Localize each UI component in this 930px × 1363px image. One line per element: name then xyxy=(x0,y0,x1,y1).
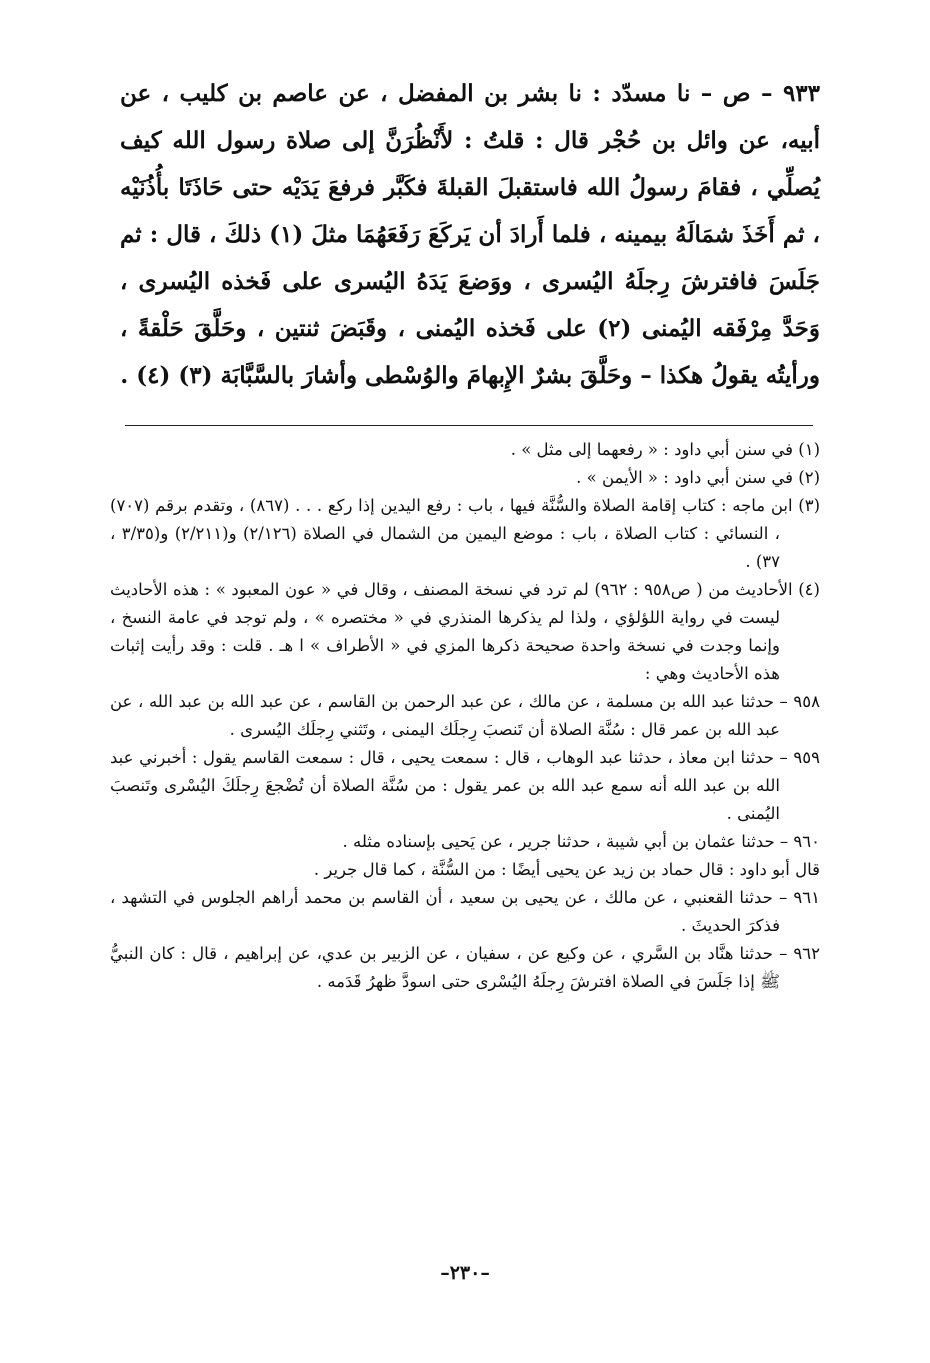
hadith-962: ٩٦٢ – حدثنا هنَّاد بن السَّري ، عن وكيع عن ، سفيان ، عن الزبير بن عدي، عن إبراهيم ، قال : كان النبيُّ ﷺ إذا جَلَسَ في الصلاة افترشَ رِجلَهُ اليُسْرى حتى اسودَّ ظهرُ قَدَمه . xyxy=(110,944,820,991)
footnote-1: (١) في سنن أبي داود : « رفعهما إلى مثل » . xyxy=(510,440,820,459)
hadith-933-text: ٩٣٣ – ص – نا مسدّد : نا بشر بن المفضل ، عن عاصم بن كليب ، عن أبيه، عن وائل بن حُجْر قال : قلتُ : لأَنْظُرَنَّ إلى صلاة رسول الله كيف يُصلِّي ، فقامَ رسولُ الله فاستقبلَ القبلةَ فكَبَّر فرفعَ يَدَيْه حتى حَاذَتَا بأُذُنَيْه ، ثم أَخَذَ شمَالَهُ بيمينه ، فلما أَرادَ أن يَركَعَ رَفَعَهُمَا مثلَ (١) ذلكَ ، قال : ثم جَلَسَ فافترشَ رِجلَهُ اليُسرى ، ووَضعَ يَدَهُ اليُسرى على فَخذه اليُسرى ، وَحَدَّ مِرْفَقه اليُمنى (٢) على فَخذه اليُمنى ، وقَبَضَ ثنتين ، وحَلَّقَ حَلْقةً ، ورأيتُه يقولُ هكذا – وحَلَّقَ بشرٌ الإِبهامَ والوُسْطى وأشارَ بالسَّبَّابَة (٣) (٤) . xyxy=(120,80,820,389)
page-number: –٢٣٠– xyxy=(440,1262,490,1284)
hadith-959: ٩٥٩ – حدثنا ابن معاذ ، حدثنا عبد الوهاب ، قال : سمعت يحيى ، قال : سمعت القاسم يقول : أخبرني عبد الله بن عبد الله أنه سمع عبد الله بن عمر يقول : من سُنَّة الصلاة أن تُضْجعَ رِجلَكَ اليُسْرى وتَنصبَ اليُمنى . xyxy=(110,748,820,823)
footnotes-section xyxy=(110,436,820,996)
hadith-961: ٩٦١ – حدثنا القعنبي ، عن مالك ، عن يحيى بن سعيد ، أن القاسم بن محمد أراهم الجلوس في التشهد ، فذكرَ الحديثَ . xyxy=(110,888,820,935)
hadith-960: ٩٦٠ – حدثنا عثمان بن أبي شيبة ، حدثنا جرير ، عن يَحيى بإسناده مثله . xyxy=(342,832,820,851)
footnote-2: (٢) في سنن أبي داود : « الأيمن » . xyxy=(576,468,820,487)
footnote-3: (٣) ابن ماجه : كتاب إقامة الصلاة والسُّنَّة فيها ، باب : رفع اليدين إذا ركع . . . (٨٦٧) ، وتقدم برقم (٧٠٧) ، النسائي : كتاب الصلاة ، باب : موضع اليمين من الشمال في الصلاة (٢/١٢٦) و(٢/٢١١) و(٣/٣٥ ، ٣٧) . xyxy=(110,496,820,571)
abu-dawud-comment: قال أبو داود : قال حماد بن زيد عن يحيى أيضًا : من السُّنَّة ، كما قال جرير . xyxy=(313,860,820,879)
footnote-4: (٤) الأحاديث من ( ص٩٥٨ : ٩٦٢) لم ترد في نسخة المصنف ، وقال في « عون المعبود » : هذه الأحاديث ليست في رواية اللؤلؤي ، ولذا لم يذكرها المنذري في « مختصره » ، ولم توجد في عامة النسخ ، وإنما وجدت في نسخة واحدة صحيحة ذكرها المزي في « الأطراف » ا هـ . قلت : وقد رأيت إثبات هذه الأحاديث وهي : xyxy=(110,580,820,683)
footnote-divider xyxy=(125,425,813,426)
hadith-958: ٩٥٨ – حدثنا عبد الله بن مسلمة ، عن مالك ، عن عبد الرحمن بن القاسم ، عن عبد الله بن عبد الله ، عن عبد الله بن عمر قال : سُنَّة الصلاة أن تَنصبَ رِجلَك اليمنى ، وتَثني رِجلَك اليُسرى . xyxy=(110,692,820,739)
